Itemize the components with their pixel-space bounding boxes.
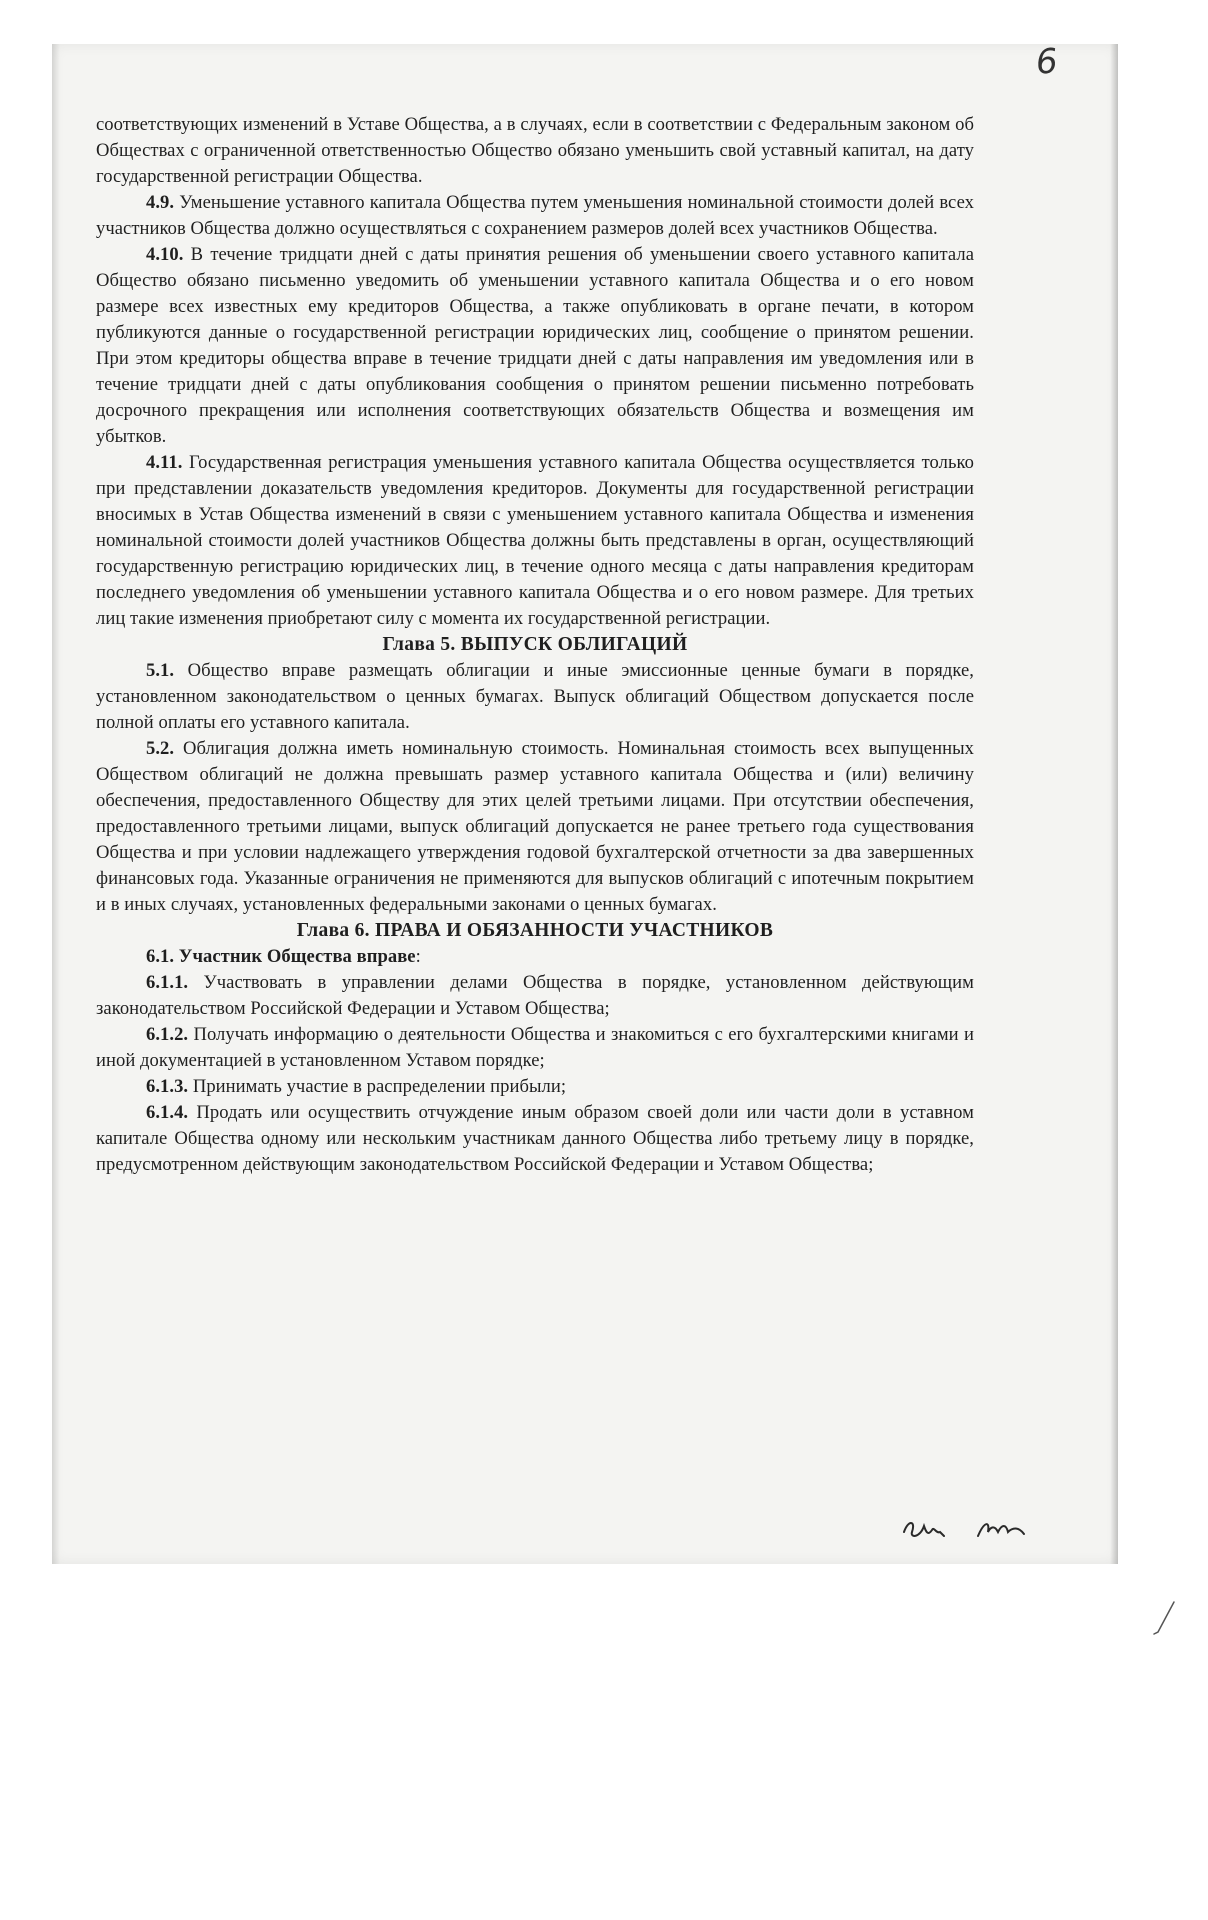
paragraph-6-1-3	[96, 1074, 974, 1100]
clause-number: 6.1.1.	[146, 972, 189, 993]
clause-number: 5.2.	[146, 738, 175, 759]
handwritten-signature	[898, 1502, 1058, 1552]
paragraph-6-1-2	[96, 1022, 974, 1074]
clause-number: 4.11.	[146, 452, 183, 473]
clause-number: 6.1.	[146, 946, 175, 967]
paragraph-4-9	[96, 190, 974, 242]
chapter-6-heading: Глава 6. ПРАВА И ОБЯЗАННОСТИ УЧАСТНИКОВ	[296, 920, 774, 941]
handwritten-page-number: 6	[1034, 41, 1060, 83]
paragraph-6-1	[96, 944, 974, 970]
clause-text: Получать информацию о деятельности Общества и знакомиться с его бухгалтерскими книгами и иной документацией в установленном Уставом порядке;	[96, 1024, 974, 1071]
clause-number: 6.1.4.	[146, 1102, 189, 1123]
paragraph-4-11	[96, 450, 974, 632]
clause-text: Общество вправе размещать облигации и иные эмиссионные ценные бумаги в порядке, установленном законодательством о ценных бумагах. Выпуск облигаций Обществом допускается после полной оплаты его уставного капитала.	[96, 660, 974, 733]
clause-text: Уменьшение уставного капитала Общества путем уменьшения номинальной стоимости долей всех участников Общества должно осуществляться с сохранением размеров долей всех участников Общества.	[96, 192, 974, 239]
clause-number: 6.1.2.	[146, 1024, 189, 1045]
paragraph-5-1	[96, 658, 974, 736]
paragraph-5-2	[96, 736, 974, 918]
clause-text: Принимать участие в распределении прибыли;	[188, 1076, 567, 1097]
clause-text: Облигация должна иметь номинальную стоимость. Номинальная стоимость всех выпущенных Обществом облигаций не должна превышать размер уставного капитала Общества и (или) величину обеспечения, предоставленного Обществу для этих целей третьими лицами. При отсутствии обеспечения, предоставленного третьими лицами, выпуск облигаций допускается не ранее третьего года существования Общества и при условии надлежащего утверждения годовой бухгалтерской отчетности за два завершенных финансовых года. Указанные ограничения не применяются для выпусков облигаций с ипотечным покрытием и в иных случаях, установленных федеральными законами о ценных бумагах.	[96, 738, 974, 915]
clause-text: Продать или осуществить отчуждение иным образом своей доли или части доли в уставном капитале Общества одному или нескольким участникам данного Общества либо третьему лицу в порядке, предусмотренном действующим законодательством Российской Федерации и Уставом Общества;	[96, 1102, 974, 1175]
clause-text: В течение тридцати дней с даты принятия решения об уменьшении своего уставного капитала Общество обязано письменно уведомить об уменьшении уставного капитала Общества и о его новом размере всех известных ему кредиторов Общества, а также опубликовать в органе печати, в котором публикуются данные о государственной регистрации юридических лиц, сообщение о принятом решении. При этом кредиторы общества вправе в течение тридцати дней с даты направления им уведомления или в течение тридцати дней с даты опубликования сообщения о принятом решении письменно потребовать досрочного прекращения или исполнения соответствующих обязательств Общества и возмещения им убытков.	[96, 244, 974, 447]
paragraph-6-1-1	[96, 970, 974, 1022]
document-body	[96, 112, 974, 1178]
clause-number: 4.9.	[146, 192, 175, 213]
clause-colon: :	[415, 946, 421, 967]
scan-edge-right	[1110, 44, 1118, 1564]
clause-number: 4.10.	[146, 244, 184, 265]
clause-text: Государственная регистрация уменьшения уставного капитала Общества осуществляется только при представлении доказательств уведомления кредиторов. Документы для государственной регистрации вносимых в Устав Общества изменений в связи с уменьшением уставного капитала Общества и изменения номинальной стоимости долей участников Общества должны быть представлены в орган, осуществляющий государственную регистрацию юридических лиц, в течение одного месяца с даты направления кредиторам последнего уведомления об уменьшении уставного капитала Общества и о его новом размере. Для третьих лиц такие изменения приобретают силу с момента их государственной регистрации.	[96, 452, 974, 629]
paragraph-4-8-continuation: соответствующих изменений в Уставе Общества, а в случаях, если в соответствии с Федеральным законом об Обществах с ограниченной ответственностью Общество обязано уменьшить свой уставный капитал, на дату государственной регистрации Общества.	[96, 114, 974, 187]
pen-stroke-mark	[1152, 1598, 1176, 1638]
clause-text: Участвовать в управлении делами Общества в порядке, установленном действующим законодательством Российской Федерации и Уставом Общества;	[96, 972, 974, 1019]
paragraph-4-10	[96, 242, 974, 450]
clause-number: 5.1.	[146, 660, 175, 681]
clause-heading-text: Участник Общества вправе	[174, 946, 416, 967]
scan-edge-left	[52, 44, 60, 1564]
chapter-5-heading: Глава 5. ВЫПУСК ОБЛИГАЦИЙ	[382, 634, 688, 655]
paragraph-6-1-4	[96, 1100, 974, 1178]
clause-number: 6.1.3.	[146, 1076, 189, 1097]
